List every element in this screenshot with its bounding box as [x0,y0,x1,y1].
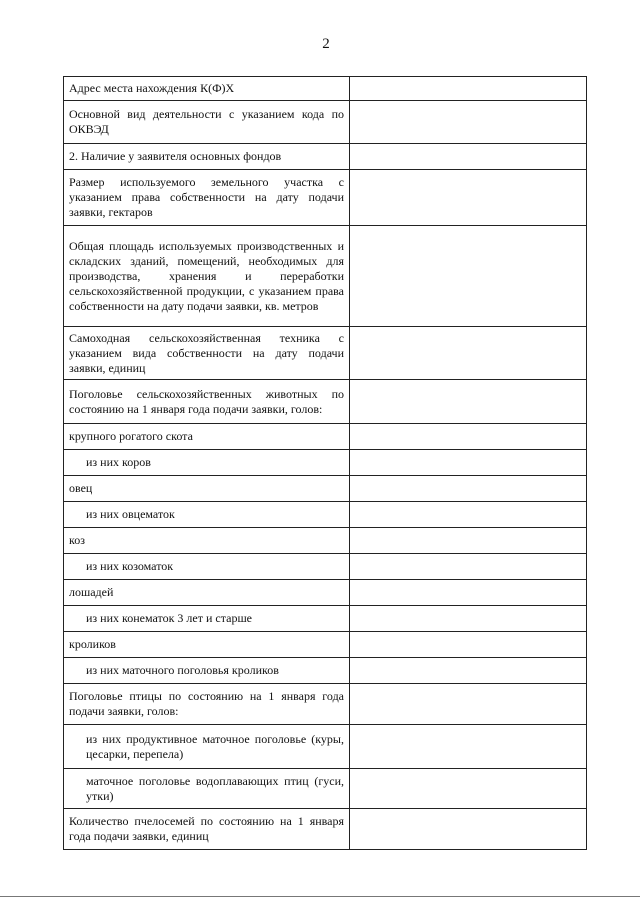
row-label: Количество пчелосемей по состоянию на 1 января года подачи заявки, единиц [64,809,350,850]
row-label: 2. Наличие у заявителя основных фондов [64,144,350,170]
row-label: кроликов [64,632,350,658]
table-row [64,327,587,380]
row-label: из них продуктивное маточное поголовье (куры, цесарки, перепела) [64,725,350,769]
table-row [64,528,587,554]
row-label: крупного рогатого скота [64,424,350,450]
table-row [64,101,587,144]
row-value-cell[interactable] [350,658,587,684]
table-row [64,476,587,502]
row-label: Поголовье птицы по состоянию на 1 января года подачи заявки, голов: [64,684,350,725]
row-label: из них конематок 3 лет и старше [64,606,350,632]
table-row [64,606,587,632]
page-number: 2 [322,36,330,52]
row-value-cell[interactable] [350,101,587,144]
row-label: лошадей [64,580,350,606]
row-value-cell[interactable] [350,476,587,502]
row-label: маточное поголовье водоплавающих птиц (гуси, утки) [64,769,350,809]
row-value-cell[interactable] [350,77,587,101]
row-label: из них коров [64,450,350,476]
row-value-cell[interactable] [350,170,587,226]
row-value-cell[interactable] [350,580,587,606]
table-row [64,580,587,606]
row-value-cell[interactable] [350,528,587,554]
row-label: овец [64,476,350,502]
row-label: Размер используемого земельного участка с указанием права собственности на дату подачи заявки, гектаров [64,170,350,226]
table-row [64,144,587,170]
row-value-cell[interactable] [350,769,587,809]
row-label: коз [64,528,350,554]
row-value-cell[interactable] [350,809,587,850]
application-form-table [63,76,587,850]
row-value-cell[interactable] [350,226,587,327]
row-value-cell[interactable] [350,606,587,632]
table-row [64,658,587,684]
table-row [64,684,587,725]
row-value-cell[interactable] [350,380,587,424]
row-label: Общая площадь используемых производственных и складских зданий, помещений, необходимых для производства, хранения и переработки сельскохозяйственной продукции, с указанием права собственности на дату подачи заявки, кв. метров [64,226,350,327]
table-row [64,554,587,580]
table-row [64,502,587,528]
table-row [64,226,587,327]
row-value-cell[interactable] [350,632,587,658]
table-row [64,450,587,476]
row-value-cell[interactable] [350,144,587,170]
table-row [64,809,587,850]
row-label: из них козоматок [64,554,350,580]
row-label: Основной вид деятельности с указанием кода по ОКВЭД [64,101,350,144]
row-label: Поголовье сельскохозяйственных животных по состоянию на 1 января года подачи заявки, голов: [64,380,350,424]
row-value-cell[interactable] [350,327,587,380]
row-value-cell[interactable] [350,725,587,769]
row-label: Адрес места нахождения К(Ф)Х [64,77,350,101]
table-row [64,632,587,658]
row-value-cell[interactable] [350,554,587,580]
row-value-cell[interactable] [350,684,587,725]
table-row [64,77,587,101]
row-label: Самоходная сельскохозяйственная техника с указанием вида собственности на дату подачи заявки, единиц [64,327,350,380]
row-value-cell[interactable] [350,424,587,450]
table-row [64,424,587,450]
row-value-cell[interactable] [350,502,587,528]
table-row [64,380,587,424]
table-row [64,170,587,226]
row-label: из них овцематок [64,502,350,528]
table-row [64,769,587,809]
page-bottom-edge [0,896,640,897]
row-label: из них маточного поголовья кроликов [64,658,350,684]
row-value-cell[interactable] [350,450,587,476]
table-row [64,725,587,769]
